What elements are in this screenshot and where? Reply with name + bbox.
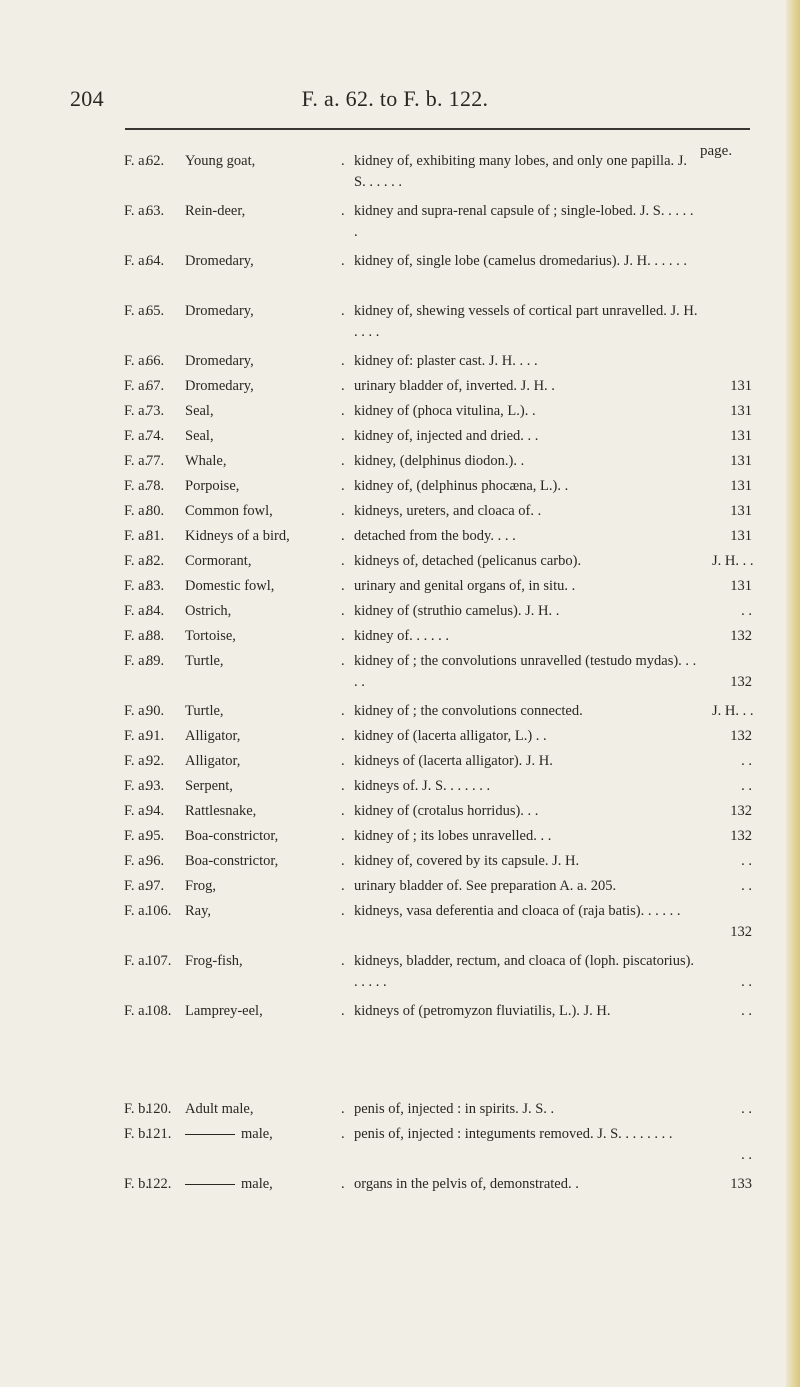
specimen-name: Lamprey-eel,	[185, 1003, 263, 1019]
specimen-description: kidney of ; the convolutions unravelled (testudo mydas). . . . .	[354, 653, 697, 690]
specimen-name: Serpent,	[185, 778, 233, 794]
series-label: F. a.	[124, 828, 149, 844]
specimen-name: Alligator,	[185, 728, 241, 744]
series-label: F. a.	[124, 953, 149, 969]
series-label: F. a.	[124, 453, 149, 469]
specimen-name: Adult male,	[185, 1101, 254, 1117]
page-reference: 131	[730, 428, 752, 444]
series-label: F. a.	[124, 553, 149, 569]
specimen-description: kidney of ; the convolutions connected.	[354, 703, 583, 719]
page-reference: 132	[730, 803, 752, 819]
specimen-description: kidneys of (petromyzon fluviatilis, L.). J. H.	[354, 1003, 611, 1019]
page-reference: 131	[730, 378, 752, 394]
page-reference: . .	[741, 778, 752, 794]
specimen-name: Dromedary,	[185, 353, 254, 369]
series-label: F. a.	[124, 803, 149, 819]
specimen-number: 65.	[146, 303, 165, 319]
page-reference: . .	[741, 878, 752, 894]
series-label: F. a.	[124, 878, 149, 894]
page-reference: 131	[730, 528, 752, 544]
series-label: F. a.	[124, 703, 149, 719]
specimen-description: kidneys, bladder, rectum, and cloaca of (loph. piscatorius). . . . . .	[354, 953, 695, 990]
series-label: F. a.	[124, 1003, 149, 1019]
specimen-description: organs in the pelvis of, demonstrated. .	[354, 1176, 579, 1192]
specimen-name: Ray,	[185, 903, 212, 919]
series-label: F. b.	[124, 1176, 150, 1192]
series-label: F. b.	[124, 1126, 150, 1142]
series-label: F. a.	[124, 778, 149, 794]
series-label: F. a.	[124, 478, 149, 494]
specimen-number: 81.	[146, 528, 165, 544]
specimen-name: male,	[185, 1124, 273, 1145]
page-reference: . .	[741, 1101, 752, 1117]
specimen-description: kidney of, covered by its capsule. J. H.	[354, 853, 580, 869]
specimen-name: Whale,	[185, 453, 227, 469]
page-edge	[786, 0, 800, 1387]
specimen-name: Dromedary,	[185, 253, 254, 269]
page-reference: 132	[730, 628, 752, 644]
page-reference: 131	[730, 453, 752, 469]
specimen-description: kidney of, exhibiting many lobes, and only one papilla. J. S. . . . . .	[354, 153, 688, 190]
specimen-description: kidney of ; its lobes unravelled. . .	[354, 828, 552, 844]
specimen-number: 83.	[146, 578, 165, 594]
specimen-description: kidney of (phoca vitulina, L.). .	[354, 403, 536, 419]
specimen-name: Cormorant,	[185, 553, 252, 569]
specimen-description: kidneys of. J. S. . . . . . .	[354, 778, 491, 794]
series-label: F. a.	[124, 628, 149, 644]
specimen-name: Turtle,	[185, 653, 224, 669]
page-reference: . .	[741, 603, 752, 619]
specimen-name: Seal,	[185, 403, 214, 419]
specimen-name: Rattlesnake,	[185, 803, 257, 819]
page-number: 204	[70, 86, 104, 111]
specimen-description: kidney of, (delphinus phocæna, L.). .	[354, 478, 569, 494]
specimen-number: 97.	[146, 878, 165, 894]
series-label: F. a.	[124, 653, 149, 669]
page-reference: . .	[741, 1147, 752, 1163]
specimen-number: 80.	[146, 503, 165, 519]
series-label: F. a.	[124, 353, 149, 369]
specimen-description: kidney of (struthio camelus). J. H. .	[354, 603, 560, 619]
specimen-description: kidney and supra-renal capsule of ; single-lobed. J. S. . . . . .	[354, 203, 694, 240]
specimen-description: urinary bladder of. See preparation A. a. 205.	[354, 878, 617, 894]
specimen-number: 106.	[146, 903, 172, 919]
specimen-description: kidney of, shewing vessels of cortical part unravelled. J. H. . . . .	[354, 303, 698, 340]
page-reference: 132	[730, 728, 752, 744]
header-rule	[125, 128, 750, 130]
specimen-description: kidney of, injected and dried. . .	[354, 428, 539, 444]
page-column-label: page.	[700, 143, 733, 159]
series-label: F. a.	[124, 603, 149, 619]
series-label: F. a.	[124, 203, 149, 219]
ditto-dash	[185, 1134, 235, 1135]
specimen-name: Frog-fish,	[185, 953, 243, 969]
specimen-number: 92.	[146, 753, 165, 769]
specimen-number: 63.	[146, 203, 165, 219]
specimen-name: Turtle,	[185, 703, 224, 719]
specimen-description: kidney of: plaster cast. J. H. . . .	[354, 353, 538, 369]
specimen-name: Alligator,	[185, 753, 241, 769]
specimen-number: 94.	[146, 803, 165, 819]
ditto-dash	[185, 1184, 235, 1185]
series-label: F. a.	[124, 728, 149, 744]
specimen-number: 66.	[146, 353, 165, 369]
series-label: F. a.	[124, 253, 149, 269]
specimen-number: 88.	[146, 628, 165, 644]
specimen-description: penis of, injected : integuments removed. J. S. . . . . . . .	[354, 1126, 673, 1142]
specimen-name: Common fowl,	[185, 503, 273, 519]
specimen-name: Seal,	[185, 428, 214, 444]
page-reference: . .	[741, 974, 752, 990]
specimen-name: Rein-deer,	[185, 203, 246, 219]
specimen-name: Young goat,	[185, 153, 256, 169]
specimen-number: 67.	[146, 378, 165, 394]
specimen-number: 120.	[146, 1101, 172, 1117]
page-reference: 132	[730, 828, 752, 844]
specimen-number: 107.	[146, 953, 172, 969]
specimen-description: urinary and genital organs of, in situ. .	[354, 578, 576, 594]
page-reference: 131	[730, 578, 752, 594]
series-label: F. a.	[124, 378, 149, 394]
specimen-name: Dromedary,	[185, 378, 254, 394]
page-reference: 132	[730, 674, 752, 690]
specimen-number: 89.	[146, 653, 165, 669]
specimen-description: kidneys, ureters, and cloaca of. .	[354, 503, 542, 519]
specimen-number: 93.	[146, 778, 165, 794]
specimen-name: Frog,	[185, 878, 217, 894]
specimen-number: 96.	[146, 853, 165, 869]
specimen-number: 108.	[146, 1003, 172, 1019]
specimen-name: Dromedary,	[185, 303, 254, 319]
running-head: F. a. 62. to F. b. 122.	[301, 86, 489, 111]
specimen-description: kidneys of (lacerta alligator). J. H.	[354, 753, 553, 769]
page-reference: . .	[741, 853, 752, 869]
specimen-number: 82.	[146, 553, 165, 569]
specimen-number: 90.	[146, 703, 165, 719]
series-label: F. a.	[124, 853, 149, 869]
specimen-number: 77.	[146, 453, 165, 469]
specimen-description: penis of, injected : in spirits. J. S. .	[354, 1101, 555, 1117]
page-reference: 131	[730, 478, 752, 494]
series-label: F. a.	[124, 403, 149, 419]
specimen-number: 74.	[146, 428, 165, 444]
page-reference: J. H. . .	[712, 703, 754, 719]
series-label: F. a.	[124, 903, 149, 919]
series-label: F. a.	[124, 153, 149, 169]
specimen-description: kidneys, vasa deferentia and cloaca of (raja batis). . . . . .	[354, 903, 681, 919]
page-reference: . .	[741, 753, 752, 769]
page-reference: 132	[730, 924, 752, 940]
specimen-name: Ostrich,	[185, 603, 232, 619]
specimen-number: 64.	[146, 253, 165, 269]
specimen-name: Porpoise,	[185, 478, 240, 494]
series-label: F. a.	[124, 578, 149, 594]
series-label: F. a.	[124, 303, 149, 319]
specimen-number: 95.	[146, 828, 165, 844]
specimen-name: Tortoise,	[185, 628, 236, 644]
specimen-description: kidneys of, detached (pelicanus carbo).	[354, 553, 582, 569]
specimen-number: 78.	[146, 478, 165, 494]
specimen-description: detached from the body. . . .	[354, 528, 516, 544]
page-header	[70, 86, 720, 112]
series-label: F. a.	[124, 503, 149, 519]
page-reference: 131	[730, 403, 752, 419]
specimen-number: 84.	[146, 603, 165, 619]
series-label: F. a.	[124, 753, 149, 769]
page-reference: 131	[730, 503, 752, 519]
page-reference: . .	[741, 1003, 752, 1019]
series-label: F. a.	[124, 428, 149, 444]
page-reference: J. H. . .	[712, 553, 754, 569]
series-label: F. b.	[124, 1101, 150, 1117]
specimen-number: 91.	[146, 728, 165, 744]
specimen-description: kidney of. . . . . .	[354, 628, 450, 644]
specimen-number: 122.	[146, 1176, 172, 1192]
specimen-name: Domestic fowl,	[185, 578, 275, 594]
series-label: F. a.	[124, 528, 149, 544]
specimen-description: urinary bladder of, inverted. J. H. .	[354, 378, 555, 394]
specimen-name: Kidneys of a bird,	[185, 528, 290, 544]
specimen-name: Boa-constrictor,	[185, 828, 279, 844]
specimen-number: 121.	[146, 1126, 172, 1142]
specimen-name: Boa-constrictor,	[185, 853, 279, 869]
specimen-name: male,	[185, 1174, 273, 1195]
specimen-number: 62.	[146, 153, 165, 169]
specimen-description: kidney of (crotalus horridus). . .	[354, 803, 539, 819]
specimen-description: kidney of, single lobe (camelus dromedarius). J. H. . . . . .	[354, 253, 688, 269]
specimen-description: kidney of (lacerta alligator, L.) . .	[354, 728, 547, 744]
specimen-description: kidney, (delphinus diodon.). .	[354, 453, 525, 469]
specimen-number: 73.	[146, 403, 165, 419]
page-reference: 133	[730, 1176, 752, 1192]
